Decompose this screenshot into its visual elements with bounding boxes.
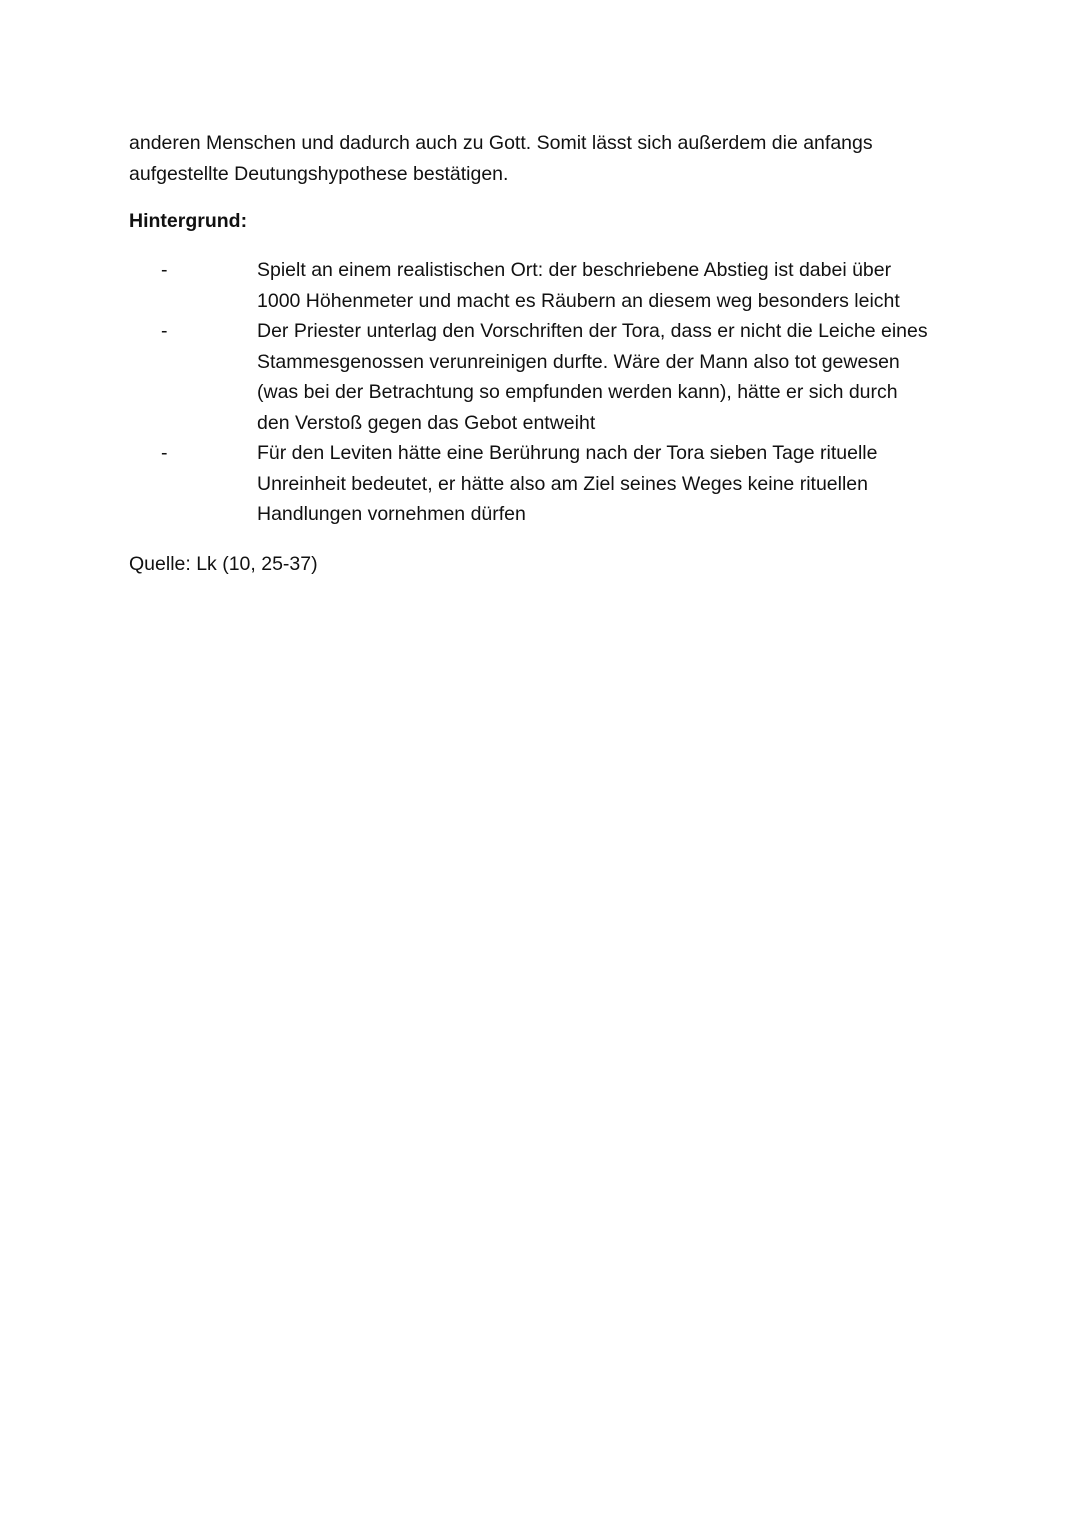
bullet-line: (was bei der Betrachtung so empfunden werden kann), hätte er sich durch [257, 381, 898, 403]
section-heading: Hintergrund: [129, 210, 248, 232]
bullet-line: 1000 Höhenmeter und macht es Räubern an diesem weg besonders leicht [257, 289, 900, 312]
intro-line: aufgestellte Deutungshypothese bestätigen. [129, 162, 509, 185]
source-citation: Quelle: Lk (10, 25-37) [129, 553, 318, 575]
bullet-dash: - [161, 320, 168, 342]
list-item [129, 438, 989, 530]
bullet-dash: - [161, 259, 168, 281]
bullet-dash: - [161, 442, 168, 464]
background-bullet-list [129, 255, 989, 530]
intro-paragraph [129, 128, 949, 189]
bullet-line: Unreinheit bedeutet, er hätte also am Ziel seines Weges keine rituellen [257, 472, 868, 495]
bullet-line: Stammesgenossen verunreinigen durfte. Wäre der Mann also tot gewesen [257, 350, 900, 373]
bullet-line: Handlungen vornehmen dürfen [257, 503, 526, 525]
list-item [129, 255, 989, 316]
list-item [129, 316, 989, 438]
intro-line: anderen Menschen und dadurch auch zu Gott. Somit lässt sich außerdem die anfangs [129, 132, 873, 154]
bullet-line: Der Priester unterlag den Vorschriften der Tora, dass er nicht die Leiche eines [257, 320, 928, 342]
bullet-line: Für den Leviten hätte eine Berührung nach der Tora sieben Tage rituelle [257, 442, 878, 464]
bullet-line: den Verstoß gegen das Gebot entweiht [257, 411, 596, 434]
bullet-line: Spielt an einem realistischen Ort: der beschriebene Abstieg ist dabei über [257, 259, 892, 281]
